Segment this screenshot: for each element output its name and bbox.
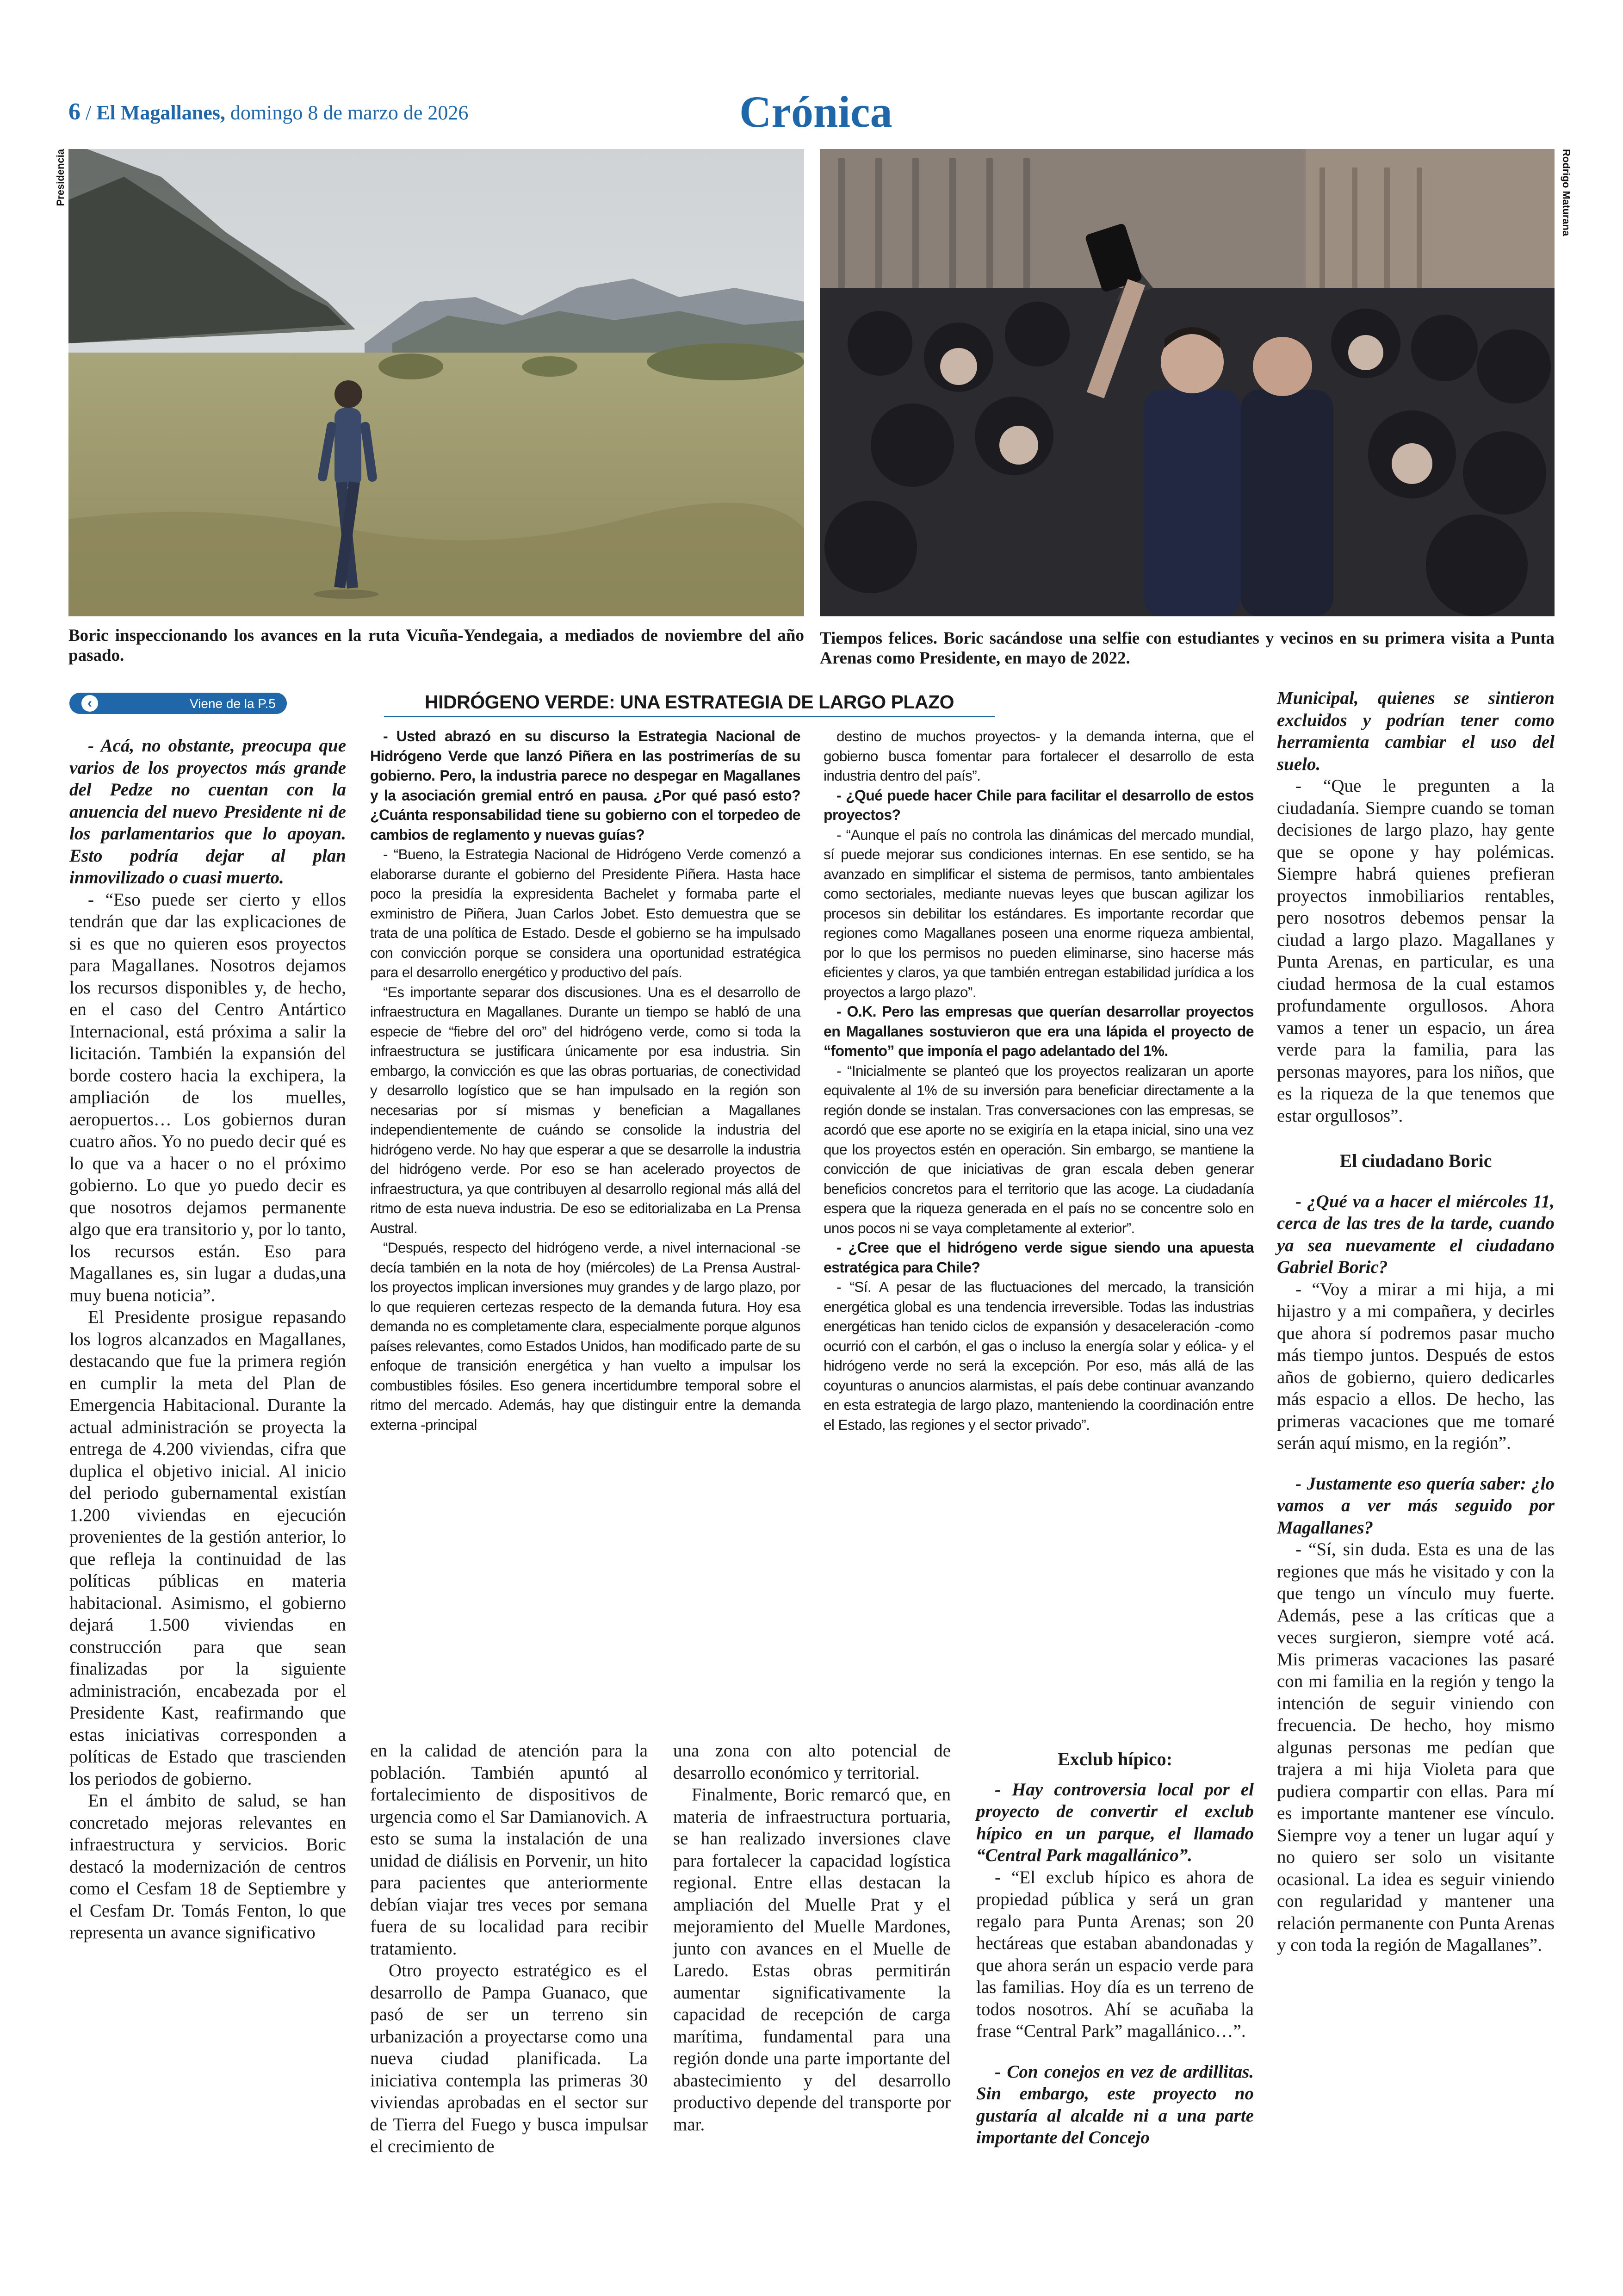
right-photo	[820, 149, 1555, 616]
box-question: - ¿Cree que el hidrógeno verde sigue siendo una apuesta estratégica para Chile?	[824, 1239, 1254, 1276]
box-answer: - “Bueno, la Estrategia Nacional de Hidrógeno Verde comenzó a elaborarse durante el gobierno del Presidente Piñera. Hasta hace poco la presidía la expresidenta Bachelet y formaba parte el exministro de Piñera, Juan Carlos Jobet. Esto demuestra que se trata de una política de Estado. Desde el gobierno se ha impulsado con convicción porque se considera una oportunidad estratégica para el desarrollo energético y productivo del país.	[370, 846, 800, 980]
answer: - “Sí, sin duda. Esta es una de las regiones que más he visitado y con la que tengo un vínculo muy fuerte. Además, pese a las críticas que a veces surgieron, siempre voté acá. Mis primeras vacaciones las pasaré con mi familia en la región y tengo la intención de seguir viniendo con frecuencia. De hecho, hoy mismo algunas personas me pedían que trajera a mi hija Violeta para que pudiera compartir con ellas. Para mí es importante mantener ese vínculo. Siempre voy a tener un lugar aquí y no quiero ser solo un visitante ocasional. La idea es seguir viniendo con regularidad y mantener una relación permanente con Punta Arenas y con toda la región de Magallanes”.	[1277, 1539, 1555, 1955]
box-headline: HIDRÓGENO VERDE: UNA ESTRATEGIA DE LARGO PLAZO	[384, 691, 995, 717]
answer: - “El exclub hípico es ahora de propiedad pública y será un gran regalo para Punta Arenas; son 20 hectáreas que estaban abandonadas y que ahora serán un espacio verde para las familias. Hoy día es un terreno de todos nosotros. Ahí se acuñaba la frase “Central Park” magallánico…”.	[976, 1867, 1254, 2041]
body-paragraph: en la calidad de atención para la población. También apuntó al fortalecimiento de dispositivos de urgencia como el Sar Damianovich. A esto se suma la instalación de una unidad de diálisis en Porvenir, un hito para pacientes que anteriormente debían viajar tres veces por semana fuera de su localidad para recibir tratamiento.	[370, 1741, 648, 1959]
right-photo-caption: Tiempos felices. Boric sacándose una selfie con estudiantes y vecinos en su primera visita a Punta Arenas como Presidente, en mayo de 2022.	[820, 629, 1555, 668]
box-column-b	[824, 726, 1254, 1434]
box-question: - ¿Qué puede hacer Chile para facilitar el desarrollo de estos proyectos?	[824, 787, 1254, 823]
left-photo-credit: Presidencia	[55, 149, 66, 206]
box-column-a	[370, 726, 800, 1434]
subheading-exclub: Exclub hípico:	[1058, 1749, 1172, 1769]
answer: - “Que le pregunten a la ciudadanía. Siempre cuando se toman decisiones de largo plazo, hay gente que se opone y hay polémicas. Siempre habrá quienes prefieran proyectos inmobiliarios rentables, pero nosotros debemos pensar la ciudad a largo plazo. Magallanes y Punta Arenas, en particular, es una ciudad hermosa de la cual estamos profundamente orgullosos. Ahora vamos a tener un espacio, un área verde para la familia, para las personas mayores, para los niños, que es la riqueza de la que tenemos que estar orgullosos”.	[1277, 776, 1555, 1126]
question: - Acá, no obstante, preocupa que varios de los proyectos más grande del Pedze no cuentan con la anuencia del nuevo Presidente ni de los parlamentarios que lo apoyan. Esto podría dejar al plan inmovilizado o cuasi muerto.	[69, 736, 346, 887]
crowd-selfie-image	[820, 149, 1555, 616]
page-header	[68, 87, 1558, 137]
right-photo-credit: Rodrigo Maturana	[1561, 149, 1572, 236]
body-paragraph: una zona con alto potencial de desarrollo económico y territorial.	[673, 1741, 951, 1783]
box-question: - Usted abrazó en su discurso la Estrategia Nacional de Hidrógeno Verde que lanzó Piñera en las postrimerías de su gobierno. Pero, la industria parece no despegar en Magallanes y la asociación gremial entró en pausa. ¿Por qué pasó esto? ¿Cuánta responsabilidad tiene su gobierno con el torpedeo de cambios de reglamento y nuevas guías?	[370, 728, 800, 843]
left-photo	[68, 149, 804, 616]
continued-from-label: Viene de la P.5	[190, 696, 276, 711]
subheading-ciudadano: El ciudadano Boric	[1339, 1150, 1492, 1171]
body-paragraph: Otro proyecto estratégico es el desarrollo de Pampa Guanaco, que pasó de ser un terreno sin urbanización a proyectarse como una nueva ciudad planificada. La iniciativa contempla las primeras 30 viviendas aprobadas en el sector sur de Tierra del Fuego y busca impulsar el crecimiento de	[370, 1961, 648, 2156]
section-title: Crónica	[739, 87, 892, 137]
folio-separator: /	[81, 101, 97, 124]
box-question: - O.K. Pero las empresas que querían desarrollar proyectos en Magallanes sostuvieron que era una lápida el proyecto de “fomento” que imponía el pago adelantado del 1%.	[824, 1003, 1254, 1059]
box-answer: “Después, respecto del hidrógeno verde, a nivel internacional -se decía también en la nota de hoy (miércoles) de La Prensa Austral- los proyectos implican inversiones muy grandes y de largo plazo, por lo que requieren certezas respecto de la demanda futura. Hoy esa demanda no es completamente clara, especialmente porque algunos países relevantes, como Estados Unidos, han modificado parte de su enfoque de transición energética y han vuelto a impulsar los combustibles fósiles. Eso genera incertidumbre temporal sobre el ritmo del mercado. Además, hay que distinguir entre la demanda externa -principal	[370, 1239, 800, 1433]
chevron-left-icon: ‹	[81, 695, 98, 712]
body-paragraph: El Presidente prosigue repasando los logros alcanzados en Magallanes, destacando que fue la primera región en cumplir la meta del Plan de Emergencia Habitacional. Durante la actual administración se proyecta la entrega de 4.200 viviendas, cifra que duplica el objetivo inicial. Al inicio del periodo gubernamental existían 1.200 viviendas en ejecución provenientes de la gestión anterior, lo que refleja la continuidad de las políticas públicas en materia habitacional. Asimismo, el gobierno dejará 1.500 viviendas en construcción para que sean finalizadas por la siguiente administración, encabezada por el Presidente Kast, reafirmando que estas iniciativas corresponden a políticas de Estado que trascienden los periodos de gobierno.	[69, 1307, 346, 1789]
question: - Justamente eso quería saber: ¿lo vamos a ver más seguido por Magallanes?	[1277, 1473, 1555, 1538]
body-paragraph: Finalmente, Boric remarcó que, en materia de infraestructura portuaria, se han realizado inversiones clave para fortalecer la capacidad logística regional. Entre ellas destacan la ampliación del Muelle Prat y el mejoramiento del Muelle Mardones, junto con avances en el Muelle de Laredo. Estas obras permitirán aumentar significativamente la capacidad de recepción de carga marítima, fundamental para una región donde una parte importante del abastecimiento y del desarrollo productivo depende del transporte por mar.	[673, 1785, 951, 2135]
box-answer: - “Inicialmente se planteó que los proyectos realizaran un aporte equivalente al 1% de su inversión para beneficiar directamente a la región donde se instalan. Tras conversaciones con las empresas, se acordó que ese aporte no se exigiría en la etapa inicial, sino una vez que los proyectos estén en operación. Sin embargo, se mantiene la convicción de que iniciativas de gran escala deben generar beneficios concretos para el territorio que las acoge. La ciudadanía espera que la riqueza generada en el país no se concentre solo en unos pocos ni se vaya completamente al exterior”.	[824, 1062, 1254, 1236]
box-answer: “Es importante separar dos discusiones. Una es el desarrollo de infraestructura en Magallanes. Durante un tiempo se habló de una especie de “fiebre del oro” del hidrógeno verde, como si toda la infraestructura se justificara únicamente por esa industria. Sin embargo, la convicción es que las obras portuarias, de conectividad y desarrollo logístico que se han impulsado en la región son necesarias por sí mismas y benefician a Magallanes independientemente de cuándo se consolide la industria del hidrógeno verde. No hay que esperar a que se desarrolle la industria del hidrógeno verde. Por eso se han acelerado proyectos de infraestructura, ya que contribuyen al desarrollo regional más allá del ritmo de esta nueva industria. De eso se editorializaba en La Prensa Austral.	[370, 983, 800, 1236]
page-number: 6	[68, 99, 81, 125]
column-3	[673, 1740, 951, 2135]
answer: - “Voy a mirar a mi hija, a mi hijastro y a mi compañera, y decirles que ahora sí podremos pasar mucho más tiempo juntos. Después de estos años de gobierno, quiero dedicarles más espacio a ellos. De hecho, las primeras vacaciones que me tomaré serán aquí mismo, en la región”.	[1277, 1279, 1555, 1453]
answer: - “Eso puede ser cierto y ellos tendrán que dar las explicaciones de si es que no quieren esos proyectos para Magallanes. Nosotros dejamos los recursos disponibles y, de hecho, en el caso del Centro Antártico Internacional, está próxima a salir la licitación. También la expansión del borde costero hacia la exchipera, la ampliación de los muelles, aeropuertos… Los gobiernos duran cuatro años. Yo no puedo decir qué es lo que va a hacer o no el próximo gobierno. Lo que yo puedo decir es que nosotros dejamos permanente algo que era transitorio y, por lo tanto, los recursos están. Eso para Magallanes es, sin lugar a dudas,una muy buena noticia”.	[69, 889, 346, 1305]
box-answer: - “Sí. A pesar de las fluctuaciones del mercado, la transición energética global es una tendencia irreversible. Todas las industrias energéticas han tenido ciclos de expansión y desaceleración -como ocurrió con el carbón, el gas o incluso la energía solar y eólica- y el hidrógeno verde no será la excepción. Por eso, más allá de las coyunturas o anuncios alarmistas, el país debe continuar avanzando en esta estrategia de largo plazo, manteniendo la coordinación entre el Estado, las regiones y el sector privado”.	[824, 1278, 1254, 1433]
question: - ¿Qué va a hacer el miércoles 11, cerca de las tres de la tarde, cuando ya sea nuevamente el ciudadano Gabriel Boric?	[1277, 1191, 1555, 1277]
column-2	[370, 1740, 648, 2158]
issue-date: domingo 8 de marzo de 2026	[225, 101, 469, 124]
column-4	[976, 1740, 1254, 2149]
question: Municipal, quienes se sintieron excluidos y podrían tener como herramienta cambiar el uso del suelo.	[1277, 688, 1555, 774]
body-paragraph: En el ámbito de salud, se han concretado mejoras relevantes en infraestructura y servicios. Boric destacó la modernización de centros como el Cesfam 18 de Septiembre y el Cesfam Dr. Tomás Fenton, lo que representa un avance significativo	[69, 1791, 346, 1942]
question: - Hay controversia local por el proyecto de convertir el exclub hípico en un parque, el llamado “Central Park magallánico”.	[976, 1779, 1254, 1865]
left-photo-caption: Boric inspeccionando los avances en la ruta Vicuña-Yendegaia, a mediados de noviembre del año pasado.	[68, 626, 804, 665]
column-5	[1277, 687, 1555, 1956]
continued-from-badge[interactable]	[69, 693, 287, 714]
column-1	[69, 735, 346, 1944]
folio	[68, 98, 468, 125]
newspaper-name: El Magallanes,	[96, 101, 225, 124]
box-answer: - “Aunque el país no controla las dinámicas del mercado mundial, sí puede mejorar sus condiciones internas. En ese sentido, se ha avanzado en simplificar el sistema de permisos, tanto ambientales como sectoriales, mediante nuevas leyes que buscan agilizar los procesos sin debilitar los estándares. Es importante recordar que regiones como Magallanes poseen una enorme riqueza ambiental, por lo que los permisos no pueden eliminarse, sino hacerse más eficientes y claros, ya que también entregan estabilidad jurídica a los proyectos a largo plazo”.	[824, 826, 1254, 1000]
question: - Con conejos en vez de ardillitas. Sin embargo, este proyecto no gustaría al alcalde ni a una parte importante del Concejo	[976, 2061, 1254, 2147]
box-answer: destino de muchos proyectos- y la demanda interna, que el gobierno busca fomentar para fortalecer el desarrollo de esta industria dentro del país”.	[824, 728, 1254, 784]
landscape-image	[68, 149, 804, 616]
